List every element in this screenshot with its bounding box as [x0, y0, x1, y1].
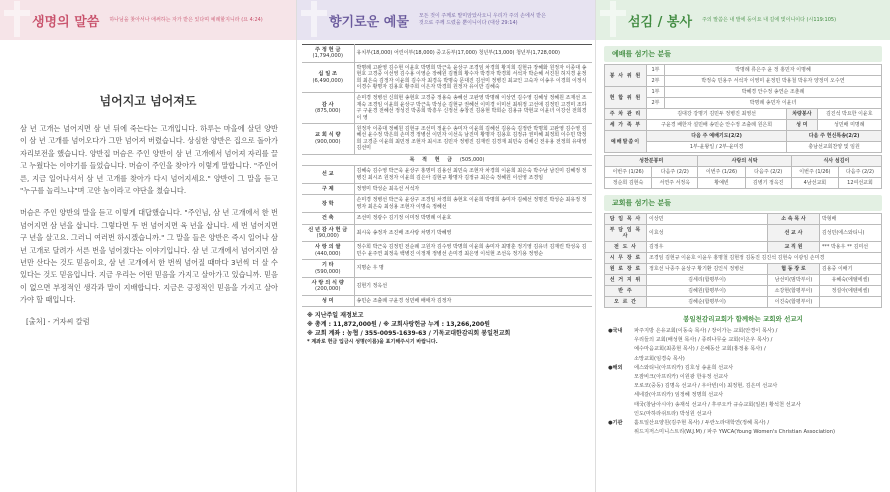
table-row: [605, 286, 882, 297]
table-cell: 김혜원(합평부이): [647, 286, 768, 297]
offering-label: 사 랑 의 쌀 (440,000): [302, 242, 354, 260]
offering-names: 조선미 정광수 김기정 이미정 박명례 이윤호: [354, 213, 592, 224]
table-cell: 소강현(합평부이): [768, 286, 820, 297]
service-header: [596, 0, 890, 40]
table-row: [605, 87, 882, 98]
offering-row: [302, 183, 592, 194]
table-label: 예배말씀이: [605, 131, 647, 153]
list-item: ●국내 파주지방 은유교회(이동숙 목사) / 장이가는 교회(안경이 목사) /: [608, 328, 778, 334]
table-label: 봉 사 위 원: [605, 65, 647, 87]
offering-row: [302, 195, 592, 213]
offering-label: 감 사 (875,000): [302, 93, 354, 124]
offering-label: 십 일 조 (6,490,000): [302, 62, 354, 93]
service-column: [596, 0, 890, 492]
table-row: [605, 142, 882, 153]
offering-names: 김혜숙 김수영 박근욱 윤상구 홍명미 김용선 최민숙 조현자 차경희 이윤희 최은숙 박수남 남진미 김혜정 정병진 최시조 원정자 이윤희 김은아 김현규 황명자 김정규 최은숙 정혜원 이선영 조경임: [354, 166, 592, 184]
cross-icon: [4, 1, 30, 37]
table-cell: 다음주 (2/2): [838, 167, 881, 178]
service-header-title: 섬김 / 봉사: [628, 14, 693, 30]
table-cell: 정호선 나종주 윤상구 황기환 김인식 정병선: [647, 264, 768, 275]
purpose-offering-title: 목 적 헌 금 (505,000): [302, 154, 592, 165]
table-cell: 4남선교회: [791, 178, 838, 189]
offering-names: 정영미 박성순 최옥선 서석자: [354, 183, 592, 194]
table-cell: 김혜순(합평부이): [647, 297, 768, 308]
list-item: 소망교회(임경숙 목사): [634, 355, 685, 362]
worship-servers-table: [604, 64, 882, 153]
table-label: 오 르 간: [605, 297, 647, 308]
table-cell: 김성민(에스와티니): [819, 225, 881, 242]
table-label: 성찬분봉미: [605, 156, 698, 167]
finance-summary: [307, 311, 585, 347]
cross-icon: [301, 1, 327, 37]
purpose-offering-title-row: [302, 154, 592, 165]
offering-label: 선 교: [302, 166, 354, 184]
table-label: 헌 합 위 원: [605, 87, 647, 109]
table-cell: 박명례 송민자 이윤녀: [665, 98, 882, 109]
table-cell: 남선미(범박부이): [768, 275, 820, 286]
offering-header: [297, 0, 595, 40]
sermon-body: [0, 123, 296, 307]
table-cell: 이번주 (1/26): [698, 167, 745, 178]
table-cell: [819, 297, 881, 308]
table-cell: 김정우: [647, 242, 768, 253]
table-cell: 이효성: [647, 225, 768, 242]
offering-label: 사 랑 의 식 량 (200,000): [302, 277, 354, 295]
table-label: 전 도 사: [605, 242, 647, 253]
offering-row: [302, 93, 592, 124]
offering-label: 성 미: [302, 295, 354, 306]
offering-table: [302, 44, 592, 307]
list-item: 태국(창남아시아) 송재석 선교사 / 후쿠오카 규슈교회(일본) 황석천 선교사: [634, 401, 801, 408]
table-label: 협 동 장 로: [768, 264, 820, 275]
table-row: [605, 131, 882, 142]
table-cell: 이상민: [647, 214, 768, 225]
sermon-title: 넘어지고 넘어져도: [99, 94, 197, 108]
table-cell: 박혜경 안수정 송연순 조춘례: [665, 87, 882, 98]
table-row: [605, 76, 882, 87]
table-row: [605, 65, 882, 76]
table-row: [605, 214, 882, 225]
table-label: 교 직 원: [768, 242, 820, 253]
table-cell: 유혜숙(에텔에셀): [819, 275, 881, 286]
table-cell: 이번주 (1/26): [605, 167, 652, 178]
table-cell: 박명례 류은주 윤 정 홍민자 이명혜: [665, 65, 882, 76]
table-label: 소 속 목 사: [768, 214, 820, 225]
table-cell: 박형배: [819, 214, 881, 225]
finance-summary-title: ※ 지난주일 재정보고: [307, 312, 364, 320]
list-item: 우리들의 교회(배성현 목사) / 종려나무숲 교회(이은우 목사) /: [634, 337, 773, 344]
list-item: 인도(마하라쉬트라) 박성원 선교사: [634, 410, 712, 417]
sermon-header: [0, 0, 296, 40]
table-label: 식사 섬김이: [791, 156, 881, 167]
table-row: [605, 167, 882, 178]
offering-column: [296, 0, 596, 492]
table-row: [605, 109, 882, 120]
offering-row: [302, 242, 592, 260]
offering-label: 교 회 식 량 (900,000): [302, 124, 354, 155]
table-cell: 12여선교회: [838, 178, 881, 189]
table-cell: 1부-윤왕일 / 2부-윤미경: [647, 142, 787, 153]
table-label: 시 무 장 로: [605, 253, 647, 264]
offering-names: 손미경 정병선 신희현 송현호 고경중 정용숙 송혜선 고완영 박명례 이상연 김수영 김혜성 정혜원 조재선 조재숙 조경임 이윤희 윤상구 박근욱 박성순 김현규 권혜선 이미경 이미선 최위정 고선애 김정민 고경미 조하구 구윤경 전혜선 정성진 박종희 박흥우 신정선 송창진 김용현 박희순 김용규 박현교 이윤녀 이강선 전희경 이 영: [354, 93, 592, 124]
missions-list: [608, 327, 878, 437]
table-cell: 황예빈: [698, 178, 745, 189]
table-label: 차량봉사: [787, 109, 817, 120]
sermon-header-verse: 하나님을 찾아서나 애써하는 자가 받은 있다며 예례할지니라 (요 4:24): [109, 16, 263, 23]
offering-row: [302, 277, 592, 295]
table-cell: 충남선교회찬양 및 임원: [787, 142, 882, 153]
sermon-header-title: 생명의 말씀: [32, 14, 100, 30]
list-item: 세네갈(아프리카) 임정혜 정명희 선교사: [634, 392, 724, 399]
sermon-column: [0, 0, 296, 492]
table-label: 사랑의 식탁: [698, 156, 791, 167]
table-cell: 정순희 김현숙: [605, 178, 652, 189]
offering-row: [302, 45, 592, 63]
offering-header-verse: 모든 것이 주께로 말미암았사오니 우리가 주의 손에서 받은 것으로 주께 드렸을 뿐이니이다 (대상 29:14): [418, 13, 546, 26]
table-cell: 김세리(합평부이): [647, 275, 768, 286]
table-cell: 김용중 이배기: [819, 264, 881, 275]
table-cell: 이진숙(합평부이): [768, 297, 820, 308]
list-item: 예수마음교회(최종현 목사) / 은혜동산 교회(홍정용 목사) /: [634, 346, 766, 353]
table-row: [605, 225, 882, 242]
missions-heading: 봉일천감리교회가 함께하는 교회와 선교지: [683, 315, 803, 323]
cross-icon: [600, 1, 626, 37]
worship-servers-heading: 예배를 섬기는 분들: [604, 46, 882, 62]
table-cell: 정설아(에텐에셀): [819, 286, 881, 297]
table-cell: 다음주 (2/2): [745, 167, 791, 178]
offering-names: 손미경 정병선 박근욱 윤상구 조경임 차경희 송현호 이윤희 박명희 송미자 김혜선 정명진 박성순 최유정 정영자 최은숙 최성용 조현자 이명숙 정혜선: [354, 195, 592, 213]
worship-servers-section: [604, 46, 882, 189]
offering-row: [302, 213, 592, 224]
offering-label: 기 타 (590,000): [302, 260, 354, 278]
table-label: 반 주: [605, 286, 647, 297]
offering-label: 장 학: [302, 195, 354, 213]
meal-servers-table: [604, 155, 882, 189]
table-row: [605, 156, 882, 167]
list-item: 모잠비크(아프리카) 이원광 한유정 선교사: [634, 374, 729, 381]
table-label: 선 거 지 위: [605, 275, 647, 286]
finance-summary-totals: ※ 총계 : 11,872,000원 / ※ 교회사랑헌금 누계 : 13,266,200원: [307, 321, 490, 329]
table-row: [605, 264, 882, 275]
offering-row: [302, 295, 592, 306]
table-row: [605, 242, 882, 253]
table-cell: 다음주 (2/2): [652, 167, 698, 178]
sermon-paragraph: 머슴은 주인 양반의 말을 듣고 이렇게 대답했습니다. "주인님, 삼 년 고개에서 한 번 넘어지면 삼 년을 삽니다. 그렇다면 두 번 넘어지면 육 년을 삽니다. 세 번 넘어지면 구 년을 살고요. 그러니 여러번 하시겠습니까." 그 말을 들은 양반은 즉시 일어나 삼 년 고개로 달려가 서른 번을 넘어졌다는 이야기입니다. 삼 년 고개에서 넘어지면 삼 년만 산다는 것도 믿음이요, 삼 년 고개에서 한 번씩 넘어질 때마다 3년씩 더 살 수 있다는 것도 믿음입니다. 지금 우리는 어떤 믿음을 가지고 살아가고 있습니까. 믿음이 없으면 부정적인 생각과 말이 지배합니다. 지금은 긍정적인 믿음을 가지고 살아가야 할 때입니다.: [20, 208, 278, 305]
table-label: 원 로 장 로: [605, 264, 647, 275]
offering-names: 정수희 박근욱 김정민 전순례 고원자 김수영 박명희 이윤희 송미자 최명훈 정기영 김유녀 김재린 박성욱 김민수 윤주연 최정욱 백병진 이정재 정병선 손미경 최은영 이석현 조선옥 정기용 정영순: [354, 242, 592, 260]
list-item: 모로코(중동) 김명옥 선교사 / 우아빈(이) 최정현, 김은미 선교사: [634, 383, 778, 390]
table-row: [605, 253, 882, 264]
table-row: [605, 178, 882, 189]
table-label: 선 교 사: [768, 225, 820, 242]
table-cell: *** 박용우 ** 김미선: [819, 242, 881, 253]
table-cell: 조경임 김현규 이윤호 이윤우 홍명철 김현정 김동진 김진석 김현숙 이광임 손미경: [647, 253, 882, 264]
list-item: 위드지저스미니스트리(W.J.M) / 파주 YWCA(Young Women's Christian Association): [634, 429, 836, 436]
table-cell: 김병기 정옥진: [745, 178, 791, 189]
table-label: 세 가 족 부: [605, 120, 647, 131]
offering-names: 유치부(18,000) 어린이부(18,000) 중고등부(17,000) 청년부(13,000) 청년부(1,728,000): [354, 45, 592, 63]
list-item: ●해외 에스와티니(아프리카) 김호성 송윤희 선교사: [608, 364, 734, 371]
church-servers-heading: 교회를 섬기는 분들: [604, 195, 882, 211]
offering-row: [302, 166, 592, 184]
table-label: 담 임 목 사: [605, 214, 647, 225]
table-cell: 김대강 강명기 김민두 정병진 최영선: [647, 109, 787, 120]
offering-row: [302, 124, 592, 155]
table-cell: 2부: [647, 76, 665, 87]
offering-names: 김현기 정옥선: [354, 277, 592, 295]
offering-row: [302, 224, 592, 242]
finance-note: * 계좌로 헌금 입금시 성명(이름)을 표기해주시기 바랍니다.: [307, 339, 438, 346]
offering-label: 신 년 감 사 헌 금 (90,000): [302, 224, 354, 242]
offering-names: 박명례 고완영 김수현 이윤호 박명희 박근욱 윤상구 조경임 차경희 황지희 김현규 장혜화 원정자 이종대 송현호 고경중 이선영 김수용 이영순 장혜원 김필희 황수자 박경자 박경희 서석자 박순혜 서진원 허지경 윤정희 최은숙 김정자 이윤희 김수자 최경옥 박명숙 문대진 김선미 정병진 최교인 고숙자 이송우 이경희 이정식 이경수 황명자 김용호 황주희 이은자 박경희 원정자 유이만 김혜숙: [354, 62, 592, 93]
sermon-source: [출처] - 거자씨 칼럼: [26, 316, 90, 326]
table-row: [605, 98, 882, 109]
offering-header-title: 향기로운 예물: [329, 14, 409, 30]
offering-label: 구 제: [302, 183, 354, 194]
sermon-paragraph: 삼 년 고개는 넘어지면 삼 년 뒤에 죽는다는 고개입니다. 하루는 마을에 살던 양반이 삼 년 고개를 넘어오다가 그만 넘어져 버렸습니다. 상심한 양반은 집으로 돌아가 자리보전을 했습니다. 양반집 머슴은 주인 양반이 삼 년 고개에서 넘어져 자리를 끌고 누웠다는 이야기를 들었습니다. 머슴이 주인을 찾아가 이렇게 말합니다. "주인어른, 지금 일어나셔서 삼 년 고개를 찾아가 다시 넘어지세요." 양반이 그 말을 듣고 "누구를 놀리느냐"며 고얀 놈이라고 야단을 쳤습니다.: [20, 124, 278, 196]
table-label: 부 담 임 목 사: [605, 225, 647, 242]
table-cell: 서연주 서정옥: [652, 178, 698, 189]
offering-label: 건 축: [302, 213, 354, 224]
table-cell: 구윤경 배한자 설민배 송민순 안수정 조출례 원은희: [647, 120, 787, 131]
offering-names: 송민순 조출례 구윤경 성민배 배애자 김정자: [354, 295, 592, 306]
table-cell: 2부: [647, 98, 665, 109]
table-row: [605, 297, 882, 308]
table-cell: 다음 주 예배기도(2/2): [647, 131, 787, 142]
table-label: 주 차 관 리: [605, 109, 647, 120]
table-cell: 1부: [647, 87, 665, 98]
table-cell: 성민배 미명례: [817, 120, 881, 131]
offering-label: 주 정 헌 금 (1,794,000): [302, 45, 354, 63]
finance-account: ※ 교회 계좌 : 농협 / 355-0095-1639-63 / 기독교대한감리회 봉일천교회: [307, 330, 511, 338]
offering-names: 원정자 이종대 정혜원 김현규 조선미 정윤수 송미자 이윤희 김혜선 김용숙 김정란 박명희 고완영 김수영 김혜선 윤수정 박은희 손미경 정병선 이민자 이선옥 남진미 황명자 김용호 김정규 권미혜 최정희 이수민 박정희 고경준 이윤희 최민정 조현자 최시조 김민자 정병진 김재린 김경재 최민숙 김혜신 전유용 전정희 유대영 김선미: [354, 124, 592, 155]
service-header-verse: 주의 말씀은 내 발에 등이요 내 길에 빛이니이다 (시119:105): [702, 16, 837, 23]
list-item: ●기관 홀트일산요양원(김주현 목사) / 두란노라대학연(정혜 목사) /: [608, 420, 770, 427]
table-cell: 박정숙 민용주 서석자 이영미 윤정민 박용철 박유자 양정미 오수연: [665, 76, 882, 87]
table-cell: 1부: [647, 65, 665, 76]
table-row: [605, 120, 882, 131]
table-cell: 김진석 박요한 이윤호: [817, 109, 881, 120]
table-row: [605, 275, 882, 286]
table-cell: 이번주 (1/26): [791, 167, 838, 178]
table-label: 성 미: [787, 120, 817, 131]
church-servers-section: [604, 195, 882, 308]
church-servers-table: [604, 213, 882, 308]
offering-names: 지명순 우 명: [354, 260, 592, 278]
offering-row: [302, 260, 592, 278]
offering-names: 최시욱 송정자 조진배 조사랑 차명기 박혜영: [354, 224, 592, 242]
table-cell: 다음 주 헌신특송(2/2): [787, 131, 882, 142]
offering-row: [302, 62, 592, 93]
